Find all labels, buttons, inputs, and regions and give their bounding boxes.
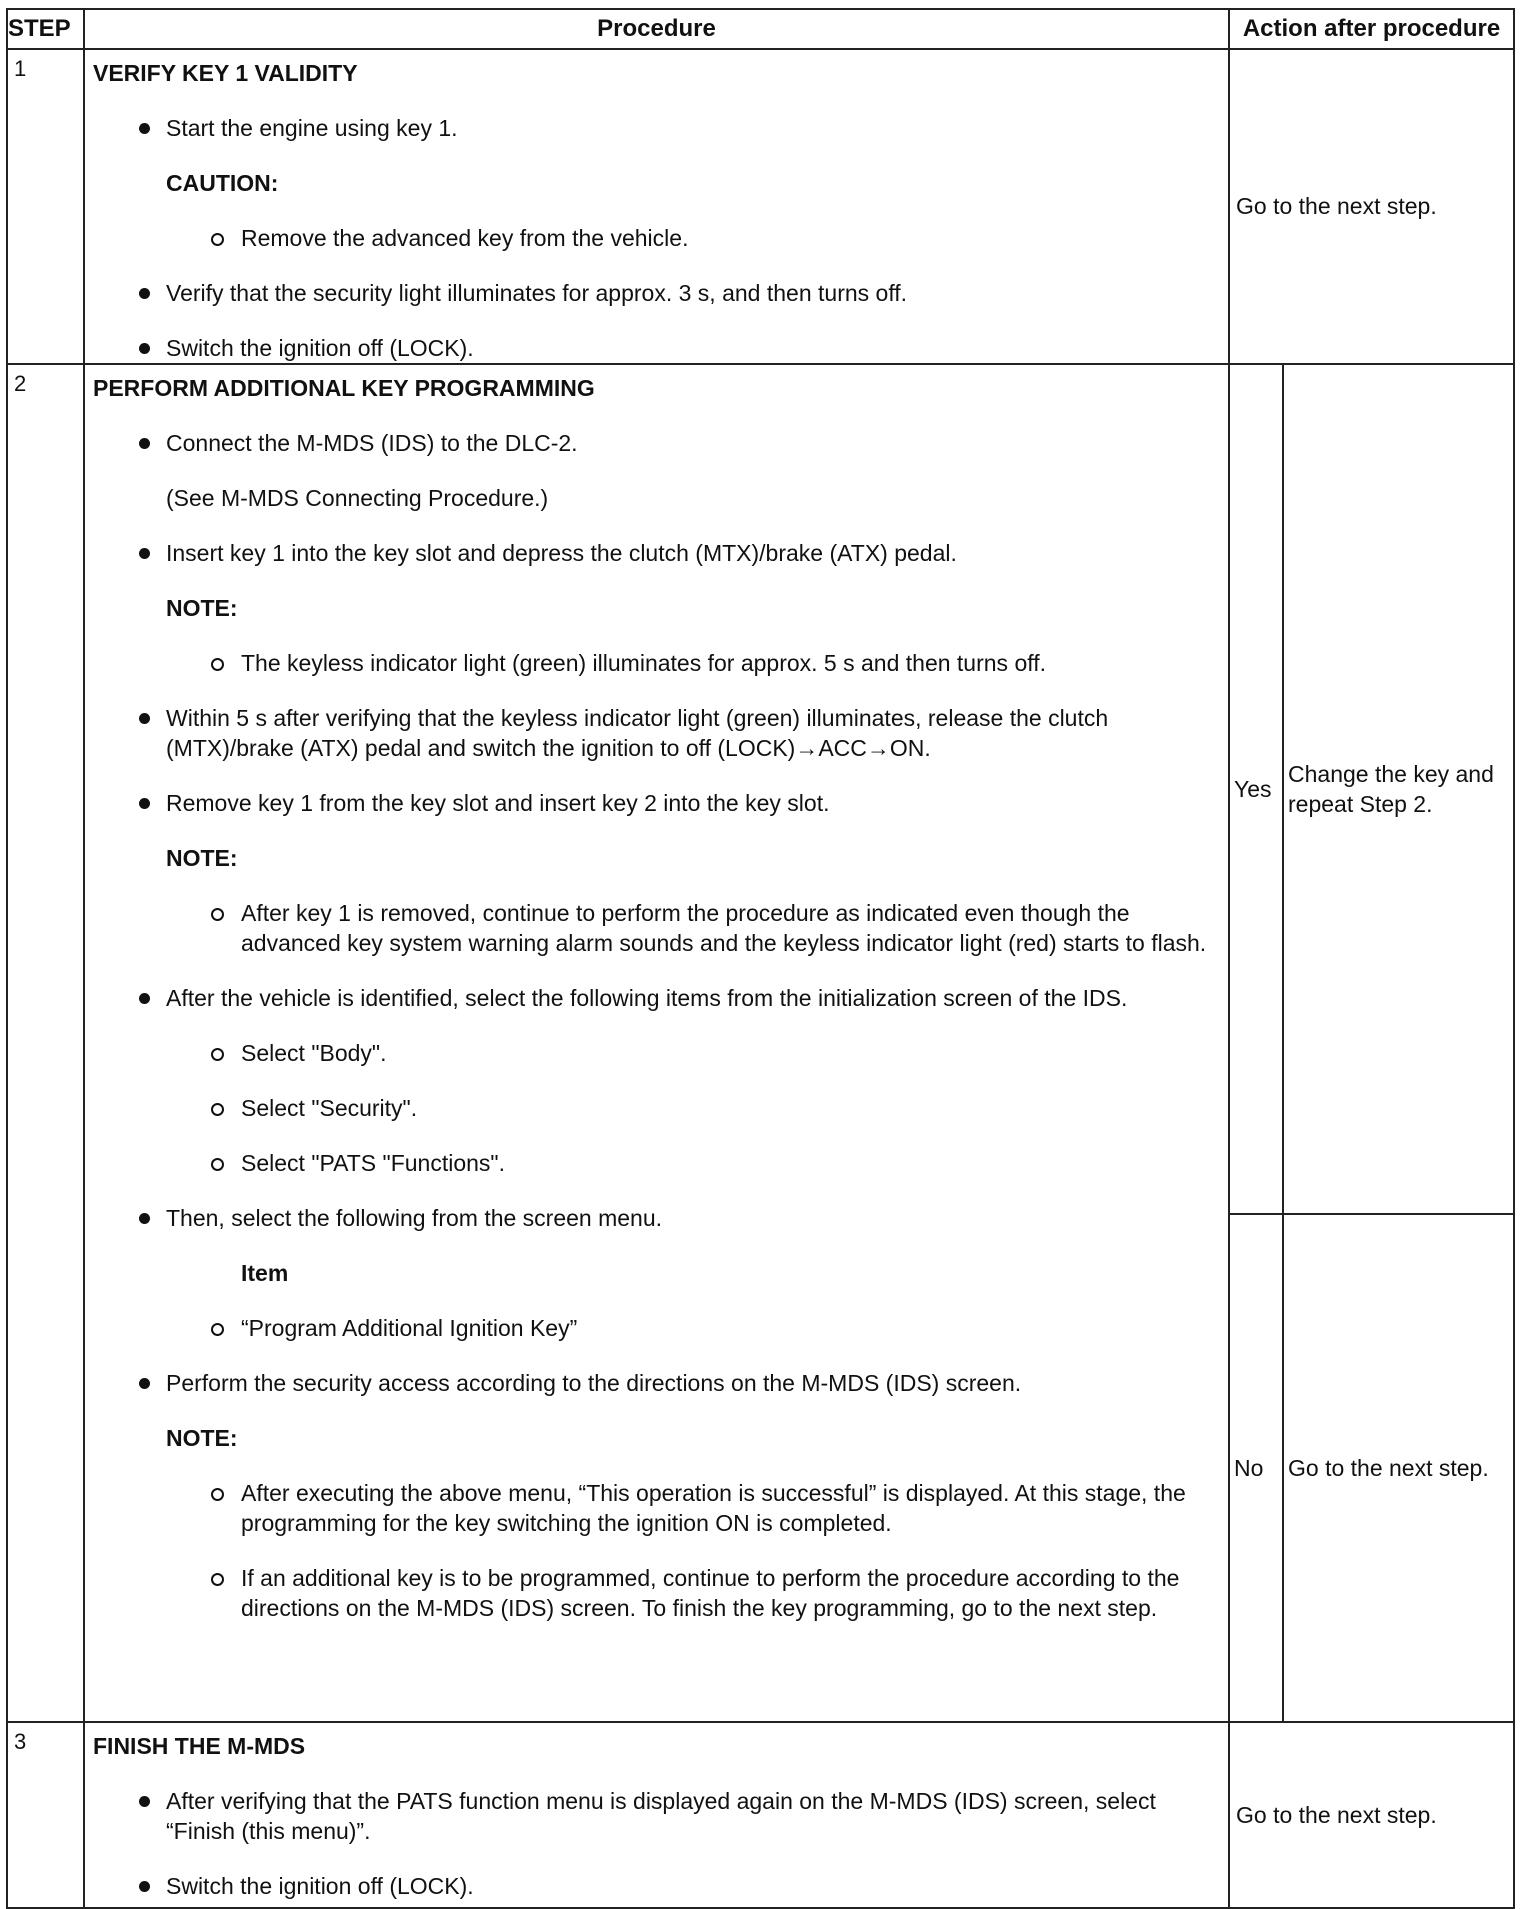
no-label: No — [1229, 1214, 1283, 1722]
note-label: NOTE: — [166, 845, 238, 871]
step-row-3 — [7, 1722, 1514, 1908]
sub-bullet-item: Select "Security". — [93, 1093, 1220, 1123]
yes-label: Yes — [1229, 364, 1283, 1214]
step-title: FINISH THE M-MDS — [93, 1733, 306, 1759]
sub-bullet-item: If an additional key is to be programmed, continue to perform the procedure according to the directions on the M-MDS (IDS) screen. To finish the key programming, go to the next step. — [93, 1563, 1220, 1623]
step-procedure — [84, 49, 1229, 364]
sub-bullet-item: “Program Additional Ignition Key” — [93, 1313, 1220, 1343]
header-row — [7, 9, 1514, 49]
step-action: Go to the next step. — [1229, 49, 1514, 364]
item-label: Item — [241, 1260, 289, 1286]
bullet-item: Then, select the following from the screen menu. — [93, 1203, 1220, 1233]
step-title: PERFORM ADDITIONAL KEY PROGRAMMING — [93, 375, 595, 401]
step-action: Go to the next step. — [1229, 1722, 1514, 1908]
bullet-item: Start the engine using key 1. — [93, 113, 1220, 143]
reference-text: (See M-MDS Connecting Procedure.) — [166, 485, 549, 511]
step-row-1 — [7, 49, 1514, 364]
sub-bullet-item: Select "Body". — [93, 1038, 1220, 1068]
step-title: VERIFY KEY 1 VALIDITY — [93, 60, 358, 86]
step-row-2 — [7, 364, 1514, 1214]
header-step: STEP — [7, 9, 84, 49]
bullet-item: Remove key 1 from the key slot and insert key 2 into the key slot. — [93, 788, 1220, 818]
bullet-item: Perform the security access according to the directions on the M-MDS (IDS) screen. — [93, 1368, 1220, 1398]
bullet-item: Switch the ignition off (LOCK). — [93, 333, 1220, 363]
header-action: Action after procedure — [1229, 9, 1514, 49]
sub-bullet-item: After key 1 is removed, continue to perform the procedure as indicated even though the advanced key system warning alarm sounds and the keyless indicator light (red) starts to flash. — [93, 898, 1220, 958]
bullet-item: After verifying that the PATS function menu is displayed again on the M-MDS (IDS) screen, select “Finish (this menu)”. — [93, 1786, 1220, 1846]
procedure-table — [6, 8, 1515, 1909]
sub-bullet-item: After executing the above menu, “This operation is successful” is displayed. At this stage, the programming for the key switching the ignition ON is completed. — [93, 1478, 1220, 1538]
sub-bullet-item: Select "PATS "Functions". — [93, 1148, 1220, 1178]
step-number: 1 — [7, 49, 84, 364]
header-procedure: Procedure — [84, 9, 1229, 49]
bullet-item: Connect the M-MDS (IDS) to the DLC-2. — [93, 428, 1220, 458]
bullet-item: Switch the ignition off (LOCK). — [93, 1871, 1220, 1901]
bullet-item: After the vehicle is identified, select the following items from the initialization screen of the IDS. — [93, 983, 1220, 1013]
yes-action: Change the key and repeat Step 2. — [1283, 364, 1514, 1214]
note-label: NOTE: — [166, 595, 238, 621]
no-action: Go to the next step. — [1283, 1214, 1514, 1722]
step-number: 3 — [7, 1722, 84, 1908]
caution-label: CAUTION: — [166, 170, 279, 196]
sub-bullet-item: The keyless indicator light (green) illuminates for approx. 5 s and then turns off. — [93, 648, 1220, 678]
sub-bullet-item: Remove the advanced key from the vehicle. — [93, 223, 1220, 253]
bullet-item: Within 5 s after verifying that the keyless indicator light (green) illuminates, release the clutch (MTX)/brake (ATX) pedal and switch the ignition to off (LOCK)→ACC→ON. — [93, 703, 1220, 763]
bullet-item: Verify that the security light illuminates for approx. 3 s, and then turns off. — [93, 278, 1220, 308]
step-number: 2 — [7, 364, 84, 1722]
note-label: NOTE: — [166, 1425, 238, 1451]
step-procedure — [84, 364, 1229, 1722]
bullet-item: Insert key 1 into the key slot and depress the clutch (MTX)/brake (ATX) pedal. — [93, 538, 1220, 568]
step-procedure — [84, 1722, 1229, 1908]
